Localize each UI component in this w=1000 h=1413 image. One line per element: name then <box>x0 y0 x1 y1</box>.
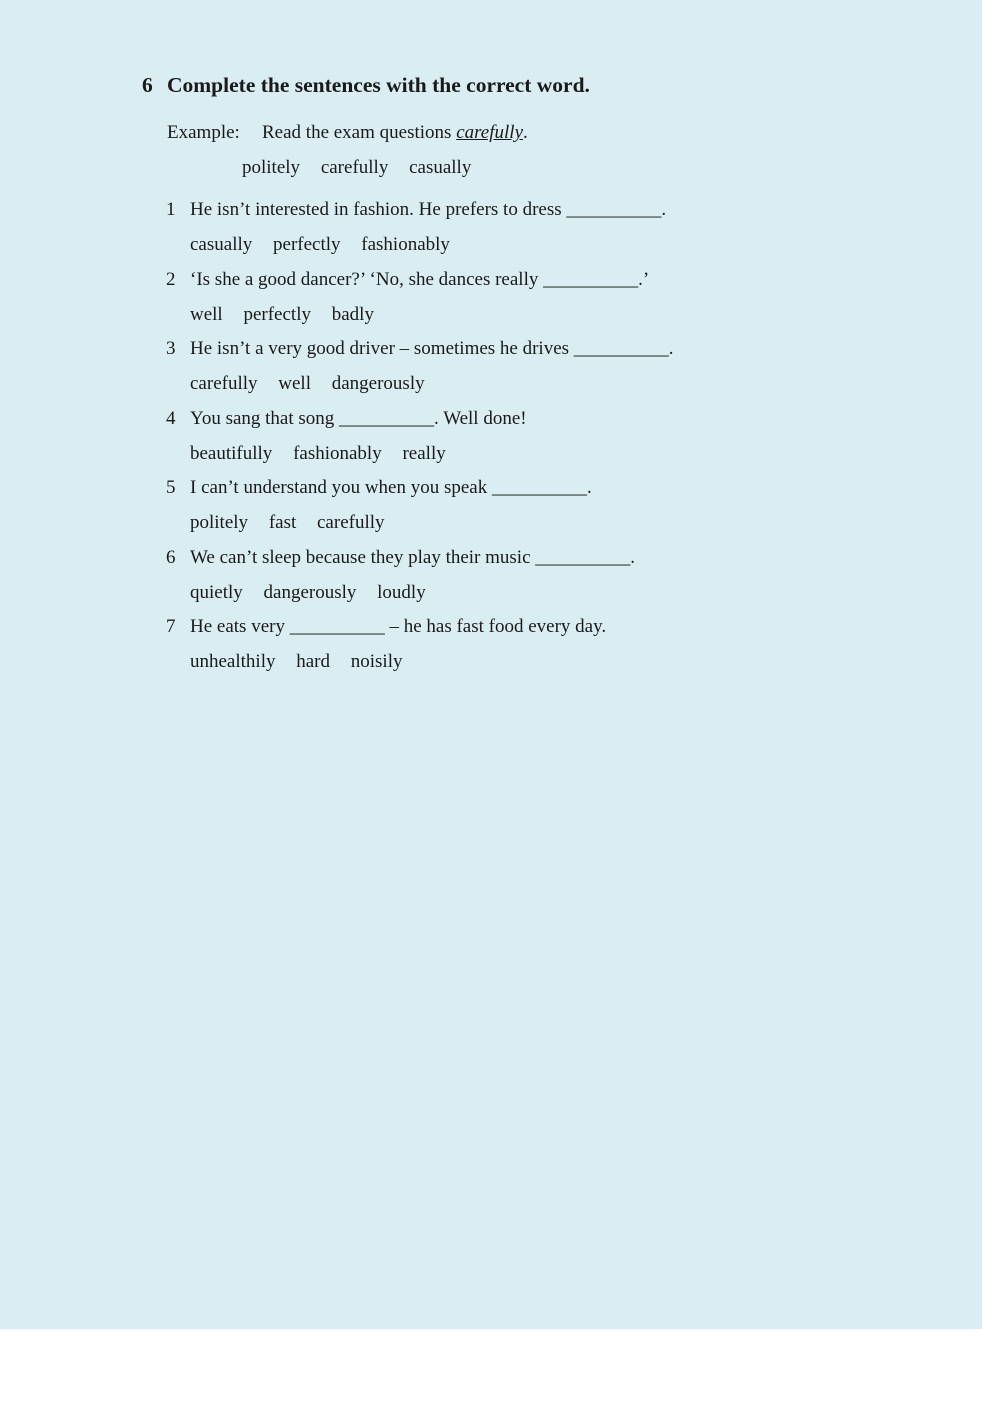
question-number: 5 <box>166 477 176 498</box>
answer-options <box>190 373 441 395</box>
answer-option: noisily <box>350 651 403 672</box>
exercise-instruction: Complete the sentences with the correct word. <box>167 73 590 97</box>
example-option: politely <box>242 157 301 178</box>
answer-option: dangerously <box>263 581 357 603</box>
example-sentence <box>167 122 528 144</box>
question-sentence <box>166 408 527 430</box>
question-sentence <box>166 477 592 499</box>
question-sentence <box>166 616 606 638</box>
answer-option: beautifully <box>190 442 273 464</box>
answer-option: carefully <box>317 512 385 533</box>
answer-option: really <box>402 442 446 464</box>
answer-options <box>190 304 390 326</box>
answer-option: well <box>190 303 223 325</box>
answer-option: carefully <box>190 373 258 394</box>
question-number: 1 <box>166 199 176 220</box>
question-number: 6 <box>166 546 176 568</box>
answer-option: loudly <box>377 581 426 603</box>
question-text: We can’t sleep because they play their music __________. <box>190 546 636 568</box>
question-list <box>166 199 866 686</box>
example-sentence-end: . <box>523 122 528 143</box>
question-item <box>166 408 866 478</box>
answer-option: hard <box>296 651 330 672</box>
answer-option: badly <box>331 303 374 325</box>
example-answer: carefully <box>456 122 524 143</box>
example-sentence-start: Read the exam questions <box>262 122 457 143</box>
example-option: casually <box>409 157 472 178</box>
question-sentence <box>166 547 635 569</box>
question-sentence <box>166 199 666 221</box>
example-options <box>242 157 487 179</box>
answer-options <box>190 582 442 604</box>
question-number: 2 <box>166 268 176 290</box>
question-number: 7 <box>166 616 176 637</box>
answer-options <box>190 651 418 673</box>
answer-option: politely <box>190 512 249 533</box>
question-number: 4 <box>166 407 176 429</box>
question-item <box>166 547 866 617</box>
question-text: He eats very __________ – he has fast food every day. <box>190 616 607 637</box>
question-item <box>166 477 866 547</box>
question-text: You sang that song __________. Well done! <box>190 407 527 429</box>
answer-option: quietly <box>190 581 243 603</box>
question-item <box>166 269 866 339</box>
exercise-number: 6 <box>142 73 153 97</box>
example-label: Example: <box>167 122 240 143</box>
answer-option: fashionably <box>293 442 382 464</box>
question-text: I can’t understand you when you speak __________. <box>190 477 592 498</box>
question-text: ‘Is she a good dancer?’ ‘No, she dances really __________.’ <box>190 268 650 290</box>
question-sentence <box>166 338 674 360</box>
answer-option: fast <box>268 512 297 533</box>
question-item <box>166 616 866 686</box>
answer-options <box>190 512 401 534</box>
example-option: carefully <box>320 157 389 178</box>
question-sentence <box>166 269 649 291</box>
question-number: 3 <box>166 338 176 359</box>
question-item <box>166 199 866 269</box>
answer-option: casually <box>190 234 253 255</box>
answer-option: well <box>278 373 311 394</box>
question-text: He isn’t interested in fashion. He prefers to dress __________. <box>190 199 667 220</box>
question-text: He isn’t a very good driver – sometimes he drives __________. <box>190 338 674 359</box>
answer-option: dangerously <box>331 373 425 394</box>
answer-option: fashionably <box>361 234 450 255</box>
answer-option: perfectly <box>243 303 311 325</box>
question-item <box>166 338 866 408</box>
answer-options <box>190 234 466 256</box>
answer-option: perfectly <box>273 234 341 255</box>
answer-option: unhealthily <box>190 651 276 672</box>
exercise-heading <box>142 73 590 98</box>
answer-options <box>190 443 462 465</box>
